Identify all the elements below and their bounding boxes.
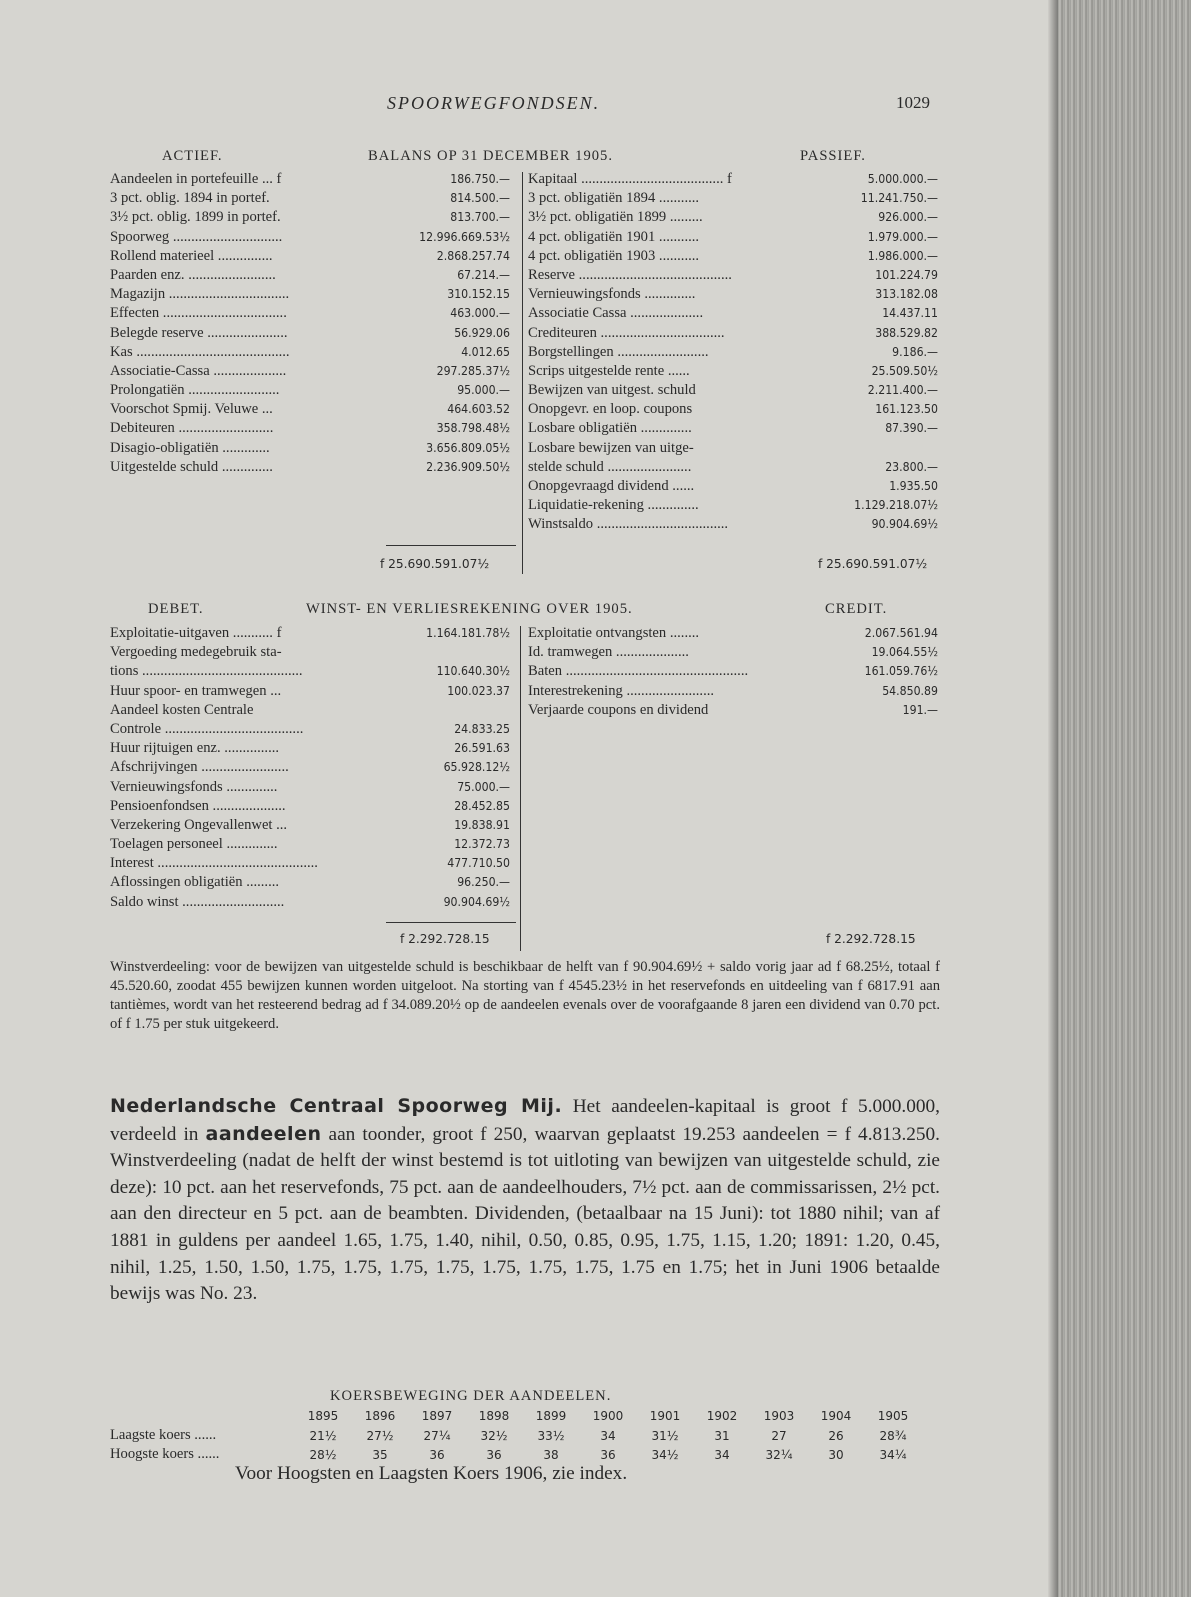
koers-laagste-value: 31 <box>714 1429 730 1443</box>
koers-hoogste-value: 36 <box>486 1448 502 1462</box>
ledger-value: 1.129.218.07½ <box>854 498 938 513</box>
ledger-row <box>110 720 510 739</box>
ledger-value: 54.850.89 <box>882 683 938 698</box>
actief-total: f 25.690.591.07½ <box>380 557 490 571</box>
koers-year: 1903 <box>763 1409 795 1423</box>
ledger-label: Uitgestelde schuld .............. <box>110 458 273 475</box>
ledger-label: Crediteuren .................................. <box>528 324 725 341</box>
ledger-label: 3½ pct. obligatiën 1899 ......... <box>528 209 703 226</box>
ledger-label: Interestrekening ........................ <box>528 682 715 699</box>
debet-total-rule <box>386 922 516 923</box>
ledger-value: 101.224.79 <box>875 267 938 282</box>
ledger-label: Verjaarde coupons en dividend <box>528 701 709 718</box>
koers-hoogste-value: 32¼ <box>765 1448 793 1462</box>
ledger-value: 161.123.50 <box>875 402 938 417</box>
ledger-row <box>528 515 938 534</box>
ledger-label: Losbare bewijzen van uitge- <box>528 439 694 456</box>
ledger-row <box>528 701 938 720</box>
ledger-label: 3 pct. obligatiën 1894 ........... <box>528 190 700 207</box>
passief-list <box>528 170 938 535</box>
ledger-label: Verzekering Ongevallenwet ... <box>110 816 288 833</box>
ledger-row <box>110 304 510 323</box>
ledger-value: 26.591.63 <box>454 741 510 756</box>
ledger-row <box>528 624 938 643</box>
ledger-value: 3.656.809.05½ <box>426 440 510 455</box>
ledger-value: 4.012.65 <box>461 344 510 359</box>
ledger-row <box>110 701 510 720</box>
ledger-value: 90.904.69½ <box>443 894 510 909</box>
ledger-label: Borgstellingen ......................... <box>528 343 709 360</box>
ledger-row <box>110 228 510 247</box>
winst-divider <box>520 626 521 951</box>
actief-total-rule <box>386 545 516 546</box>
ledger-row <box>110 419 510 438</box>
ledger-value: 388.529.82 <box>875 325 938 340</box>
ledger-label: Afschrijvingen ........................ <box>110 759 289 776</box>
ledger-label: Saldo winst ............................ <box>110 893 285 910</box>
ledger-label: Spoorweg .............................. <box>110 228 283 245</box>
ledger-value: 90.904.69½ <box>871 517 938 532</box>
ledger-value: 56.929.06 <box>454 325 510 340</box>
ledger-value: 161.059.76½ <box>864 664 938 679</box>
ledger-row <box>528 381 938 400</box>
ledger-label: Rollend materieel ............... <box>110 247 273 264</box>
ledger-row <box>528 496 938 515</box>
koers-laagste-value: 27 <box>771 1429 787 1443</box>
koers-heading: KOERSBEWEGING DER AANDEELEN. <box>330 1388 612 1404</box>
ledger-value: 313.182.08 <box>875 287 938 302</box>
ledger-row <box>528 400 938 419</box>
ledger-label: Onopgevraagd dividend ...... <box>528 478 695 494</box>
book-edge <box>1058 0 1191 1597</box>
ledger-row <box>110 189 510 208</box>
koers-laagste-value: 26 <box>828 1429 844 1443</box>
ledger-value: 9.186.— <box>892 344 938 359</box>
ledger-value: 19.838.91 <box>454 817 510 832</box>
ledger-row <box>110 439 510 458</box>
ledger-row <box>110 208 510 227</box>
ledger-value: 1.979.000.— <box>867 229 938 244</box>
ledger-row <box>110 797 510 816</box>
ledger-value: 358.798.48½ <box>436 421 510 436</box>
ncs-text-2: aan toonder, groot f 250, waarvan geplaatst 19.253 aandeelen = f 4.813.250. Winstverdeeling (nadat de helft der winst bestemd is tot uitloting van bewijzen van uitgestelde schuld, zie deze): 10 pct. aan het reservefonds, 75 pct. aan de aandeelhouders, 7½ pct. aan de commissarissen, 2½ pct. aan den directeur en 5 pct. aan de beambten. Dividenden, (betaalbaar na 15 Juni): tot 1880 nihil; van af 1881 in guldens per aandeel 1.65, 1.75, 1.40, nihil, 0.50, 0.85, 0.95, 1.75, 1.15, 1.20; 1891: 1.20, 0.45, nihil, 1.25, 1.50, 1.50, 1.75, 1.75, 1.75, 1.75, 1.75, 1.75, 1.75, 1.75 en 1.75; het in Juni 1906 betaalde bewijs was No. 23. <box>110 1123 941 1305</box>
actief-heading: ACTIEF. <box>162 148 223 164</box>
ledger-row <box>528 343 938 362</box>
debet-total: f 2.292.728.15 <box>400 932 490 946</box>
ledger-value: 2.868.257.74 <box>436 248 510 263</box>
ledger-value: 5.000.000.— <box>867 172 938 186</box>
ledger-row <box>528 643 938 662</box>
ledger-label: Debiteuren .......................... <box>110 420 274 437</box>
ledger-label: Pensioenfondsen .................... <box>110 797 286 814</box>
ledger-label: Exploitatie ontvangsten ........ <box>528 625 700 641</box>
ledger-value: 813.700.— <box>450 210 510 225</box>
ledger-value: 67.214.— <box>457 267 510 282</box>
koers-laagste-value: 28¾ <box>879 1429 907 1443</box>
ledger-row <box>110 835 510 854</box>
ledger-value: 110.640.30½ <box>436 664 510 679</box>
ledger-row <box>528 170 938 189</box>
ledger-value: 463.000.— <box>450 306 510 321</box>
balans-heading: BALANS OP 31 DECEMBER 1905. <box>368 148 613 164</box>
ledger-label: Onopgevr. en loop. coupons <box>528 401 693 418</box>
ledger-label: Exploitatie-uitgaven ........... f <box>110 625 282 641</box>
koers-hoogste-value: 38 <box>543 1448 559 1462</box>
company-name: Nederlandsche Centraal Spoorweg Mij. <box>110 1095 563 1117</box>
koers-year: 1900 <box>592 1409 624 1423</box>
ledger-row <box>110 816 510 835</box>
ledger-label: Effecten .................................. <box>110 305 287 322</box>
ledger-label: Toelagen personeel .............. <box>110 836 278 853</box>
ledger-label: Kas .......................................... <box>110 343 290 360</box>
ledger-label: 3½ pct. oblig. 1899 in portef. <box>110 209 281 226</box>
ledger-row <box>528 458 938 477</box>
ledger-label: Huur rijtuigen enz. ............... <box>110 740 280 757</box>
ledger-row <box>110 400 510 419</box>
ledger-row <box>110 854 510 873</box>
koers-year: 1896 <box>364 1409 396 1423</box>
ledger-label: Belegde reserve ...................... <box>110 324 288 341</box>
koers-laagste-label: Laagste koers ...... <box>110 1427 217 1443</box>
ledger-row <box>110 624 510 643</box>
ledger-value: 28.452.85 <box>454 798 510 813</box>
winstverdeeling-text: Winstverdeeling: voor de bewijzen van uitgestelde schuld is beschikbaar de helft van f 90.904.69½ + saldo vorig jaar ad f 68.25½, totaal f 45.520.60, zoodat 455 bewijzen kunnen worden uitgeloot. Na storting van f 4545.23½ in het reservefonds en uitdeeling van f 6817.91 aan tantièmes, wordt van het resteerend bedrag ad f 34.089.20½ op de aandeelen evenals over de voorafgaande 8 jaren een dividend van 0.70 pct. of f 1.75 per stuk uitgekeerd. <box>110 959 940 1032</box>
ledger-label: Liquidatie-rekening .............. <box>528 497 699 514</box>
ledger-label: Kapitaal ....................................... f <box>528 171 732 187</box>
ledger-label: Winstsaldo .................................... <box>528 516 729 533</box>
ledger-label: Aflossingen obligatiën ......... <box>110 874 280 891</box>
koers-hoogste-value: 28½ <box>309 1448 337 1462</box>
ledger-row <box>528 208 938 227</box>
ledger-row <box>528 362 938 381</box>
ledger-label: Losbare obligatiën .............. <box>528 420 692 437</box>
ledger-label: Voorschot Spmij. Veluwe ... <box>110 401 273 418</box>
ledger-label: Aandeelen in portefeuille ... f <box>110 171 282 187</box>
koers-year: 1905 <box>877 1409 909 1423</box>
koers-laagste-value: 34 <box>600 1429 616 1443</box>
winst-heading: WINST- EN VERLIESREKENING OVER 1905. <box>306 601 633 617</box>
ledger-value: 25.509.50½ <box>871 363 938 378</box>
ledger-row <box>110 381 510 400</box>
koers-laagste-value: 27¼ <box>423 1429 451 1443</box>
koers-hoogste-label: Hoogste koers ...... <box>110 1446 220 1462</box>
passief-total: f 25.690.591.07½ <box>818 557 928 571</box>
ledger-label: 4 pct. obligatiën 1903 ........... <box>528 247 700 264</box>
koers-laagste-value: 21½ <box>309 1429 337 1443</box>
koers-year: 1904 <box>820 1409 852 1423</box>
passief-heading: PASSIEF. <box>800 148 866 164</box>
ledger-row <box>110 893 510 912</box>
koers-hoogste-value: 35 <box>372 1448 388 1462</box>
ledger-label: Magazijn ................................. <box>110 286 290 303</box>
koers-hoogste-value: 30 <box>828 1448 844 1462</box>
koers-year: 1901 <box>649 1409 681 1423</box>
ledger-value: 95.000.— <box>457 383 510 398</box>
ledger-value: 297.285.37½ <box>436 363 510 378</box>
ledger-label: tions ............................................ <box>110 663 303 680</box>
ledger-label: Controle ...................................... <box>110 720 304 737</box>
ledger-label: Paarden enz. ........................ <box>110 266 276 283</box>
actief-list <box>110 170 510 477</box>
ledger-value: 12.996.669.53½ <box>419 229 510 244</box>
ledger-value: 1.164.181.78½ <box>426 626 510 640</box>
ledger-row <box>528 189 938 208</box>
ledger-row <box>528 682 938 701</box>
ledger-value: 814.500.— <box>450 191 510 206</box>
ledger-row <box>110 285 510 304</box>
ledger-label: 3 pct. oblig. 1894 in portef. <box>110 190 270 207</box>
debet-list <box>110 624 510 912</box>
ledger-row <box>528 304 938 323</box>
ledger-row <box>528 247 938 266</box>
koers-year: 1898 <box>478 1409 510 1423</box>
ledger-row <box>528 228 938 247</box>
ledger-row <box>110 362 510 381</box>
ledger-value: 191.— <box>902 702 938 717</box>
ledger-row <box>110 247 510 266</box>
ledger-value: 926.000.— <box>878 210 938 225</box>
ledger-row <box>528 419 938 438</box>
koers-hoogste-value: 34 <box>714 1448 730 1462</box>
ledger-row <box>110 778 510 797</box>
ncs-paragraph <box>110 1093 940 1308</box>
ledger-row <box>110 266 510 285</box>
ledger-value: 19.064.55½ <box>871 645 938 660</box>
koers-year: 1895 <box>307 1409 339 1423</box>
ledger-value: 23.800.— <box>885 459 938 474</box>
ledger-value: 12.372.73 <box>454 837 510 852</box>
ledger-label: Prolongatiën ......................... <box>110 382 280 399</box>
ledger-label: Aandeel kosten Centrale <box>110 701 254 718</box>
ledger-row <box>528 662 938 681</box>
ledger-label: Associatie Cassa .................... <box>528 305 704 322</box>
ledger-value: 2.236.909.50½ <box>426 459 510 474</box>
ledger-value: 75.000.— <box>457 779 510 794</box>
koers-note: Voor Hoogsten en Laagsten Koers 1906, zie index. <box>235 1463 628 1484</box>
koers-hoogste-value: 36 <box>600 1448 616 1462</box>
ledger-row <box>110 458 510 477</box>
ledger-row <box>110 324 510 343</box>
ledger-label: Vergoeding medegebruik sta- <box>110 644 282 661</box>
ledger-value: 11.241.750.— <box>860 191 938 206</box>
ledger-row <box>110 682 510 701</box>
ledger-value: 87.390.— <box>885 421 938 436</box>
ledger-label: Associatie-Cassa .................... <box>110 362 287 379</box>
debet-heading: DEBET. <box>148 601 204 617</box>
ledger-row <box>528 439 938 458</box>
koers-year: 1897 <box>421 1409 453 1423</box>
ledger-label: Huur spoor- en tramwegen ... <box>110 682 282 699</box>
ledger-row <box>110 662 510 681</box>
ledger-row <box>528 285 938 304</box>
ledger-value: 2.211.400.— <box>867 383 938 398</box>
koers-hoogste-value: 34½ <box>651 1448 679 1462</box>
ledger-value: 464.603.52 <box>447 402 510 417</box>
ledger-value: 24.833.25 <box>454 721 510 736</box>
ledger-row <box>528 477 938 496</box>
credit-heading: CREDIT. <box>825 601 888 617</box>
ncs-text-1: Het aandeelen-kapitaal is groot f 5.000.000, verdeeld in <box>110 1096 940 1145</box>
ledger-value: 1.935.50 <box>889 479 938 493</box>
ledger-row <box>110 758 510 777</box>
ledger-value: 186.750.— <box>450 172 510 186</box>
page-number: 1029 <box>896 93 930 112</box>
running-head: SPOORWEGFONDSEN. <box>387 93 601 113</box>
ledger-label: Baten .................................................. <box>528 663 749 680</box>
ledger-label: stelde schuld ....................... <box>528 458 692 475</box>
credit-total: f 2.292.728.15 <box>826 932 916 946</box>
ledger-row <box>110 873 510 892</box>
ledger-label: Id. tramwegen .................... <box>528 644 689 661</box>
ledger-row <box>528 324 938 343</box>
koers-year: 1899 <box>535 1409 567 1423</box>
ledger-value: 1.986.000.— <box>867 248 938 263</box>
ledger-value: 2.067.561.94 <box>864 626 938 640</box>
ledger-label: Vernieuwingsfonds .............. <box>528 286 696 303</box>
ledger-row <box>110 643 510 662</box>
ledger-label: Reserve .......................................... <box>528 266 732 283</box>
ledger-value: 100.023.37 <box>447 683 510 698</box>
ledger-value: 14.437.11 <box>882 306 938 321</box>
koers-laagste-value: 32½ <box>480 1429 508 1443</box>
ledger-row <box>528 266 938 285</box>
ledger-value: 310.152.15 <box>447 287 510 302</box>
koers-laagste-value: 27½ <box>366 1429 394 1443</box>
balans-divider <box>522 172 523 574</box>
ledger-label: 4 pct. obligatiën 1901 ........... <box>528 228 700 245</box>
koers-year: 1902 <box>706 1409 738 1423</box>
koers-hoogste-value: 36 <box>429 1448 445 1462</box>
ledger-row <box>110 343 510 362</box>
ledger-value: 477.710.50 <box>447 856 510 871</box>
ledger-label: Vernieuwingsfonds .............. <box>110 778 278 795</box>
ledger-label: Scrips uitgestelde rente ...... <box>528 362 690 379</box>
credit-list <box>528 624 938 720</box>
ledger-row <box>110 739 510 758</box>
ncs-bold-aandeelen: aandeelen <box>205 1122 322 1145</box>
ledger-row <box>110 170 510 189</box>
koers-laagste-value: 33½ <box>537 1429 565 1443</box>
ledger-value: 96.250.— <box>457 875 510 890</box>
koers-laagste-value: 31½ <box>651 1429 679 1443</box>
ledger-value: 65.928.12½ <box>443 760 510 775</box>
ledger-label: Interest ............................................ <box>110 855 318 872</box>
ledger-label: Disagio-obligatiën ............. <box>110 439 270 456</box>
koers-hoogste-value: 34¼ <box>879 1448 907 1462</box>
ledger-label: Bewijzen van uitgest. schuld <box>528 382 696 399</box>
